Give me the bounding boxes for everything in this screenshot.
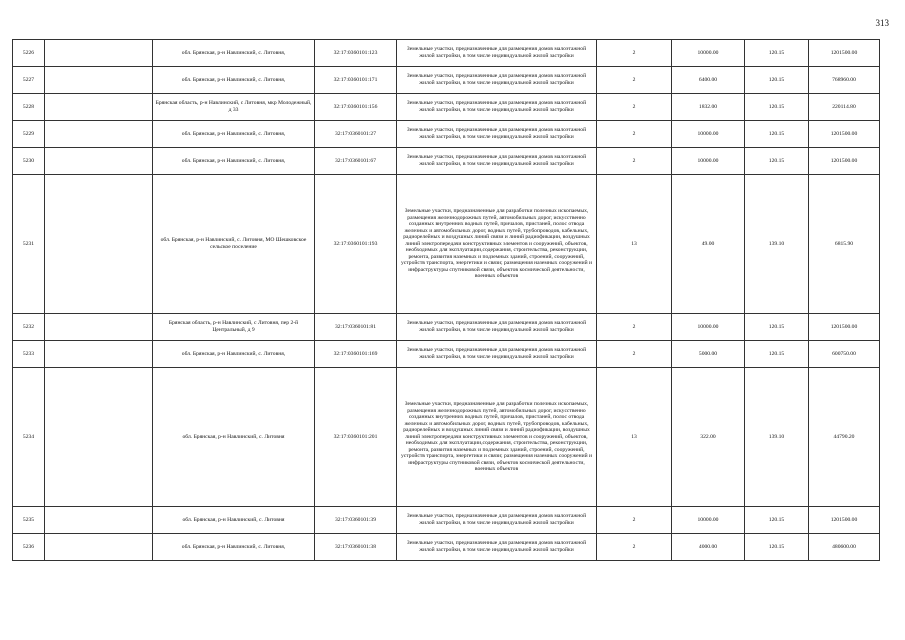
area-cell	[672, 368, 745, 507]
area-cell	[672, 314, 745, 341]
row-number	[13, 368, 45, 507]
table-row	[13, 314, 880, 341]
address-cell	[153, 121, 315, 148]
table-row	[13, 368, 880, 507]
cadastral-number-cell-text: 32:17:0360101:156	[333, 103, 378, 110]
rate-cell-text: 120.15	[768, 157, 785, 164]
rate-cell-text: 120.15	[768, 323, 785, 330]
area-cell-text: 322.00	[700, 433, 716, 440]
empty-cell	[45, 94, 153, 121]
cadastral-number-cell	[315, 40, 397, 67]
empty-cell	[45, 67, 153, 94]
address-cell-text: обл. Брянская, р-н Навлинский, с. Литовня,	[181, 350, 286, 357]
land-use-cell-text: Земельные участки, предназначенные для размещения домов малоэтажной жилой застройки, в том числе индивидуальной жилой застройки	[406, 127, 587, 140]
row-number	[13, 507, 45, 534]
cadastral-number-cell	[315, 67, 397, 94]
area-cell	[672, 121, 745, 148]
empty-cell	[45, 507, 153, 534]
empty-cell	[45, 175, 153, 314]
group-cell	[597, 40, 672, 67]
group-cell-text: 2	[632, 76, 636, 83]
cadastral-number-cell-text: 32:17:0360101:201	[333, 433, 378, 440]
row-number	[13, 121, 45, 148]
table-row	[13, 507, 880, 534]
cadastral-number-cell-text: 32:17:0360101:67	[334, 157, 377, 164]
cadastral-number-cell	[315, 341, 397, 368]
area-cell	[672, 175, 745, 314]
group-cell-text: 13	[631, 240, 637, 247]
group-cell	[597, 94, 672, 121]
row-number-text: 5233	[22, 350, 35, 357]
group-cell-text: 2	[632, 516, 636, 523]
row-number-text: 5236	[22, 543, 35, 550]
row-number	[13, 148, 45, 175]
land-use-cell	[397, 67, 597, 94]
area-cell-text: 5000.00	[698, 350, 718, 357]
address-cell	[153, 534, 315, 561]
address-cell-text: обл. Брянская, р-н Навлинский, с. Литовня,	[181, 157, 286, 164]
table-row	[13, 341, 880, 368]
group-cell-text: 13	[631, 433, 637, 440]
area-cell-text: 10000.00	[697, 323, 719, 330]
cadastral-number-cell	[315, 314, 397, 341]
row-number	[13, 40, 45, 67]
rate-cell	[745, 40, 809, 67]
row-number	[13, 534, 45, 561]
address-cell-text: обл. Брянская, р-н Навлинский, с. Литовня, МО Шешковское сельское поселение	[160, 237, 307, 250]
cadastral-number-cell-text: 32:17:0360101:123	[333, 49, 378, 56]
land-use-cell	[397, 507, 597, 534]
cadastral-number-cell	[315, 534, 397, 561]
cadastral-value-cell-text: 6815.90	[834, 240, 854, 247]
group-cell-text: 2	[632, 130, 636, 137]
cadastral-value-cell	[809, 368, 880, 507]
group-cell	[597, 368, 672, 507]
area-cell	[672, 534, 745, 561]
row-number	[13, 175, 45, 314]
area-cell-text: 4000.00	[698, 543, 718, 550]
rate-cell-text: 139.10	[768, 240, 785, 247]
table-row	[13, 67, 880, 94]
group-cell	[597, 507, 672, 534]
cadastral-number-cell-text: 32:17:0360101:193	[333, 240, 378, 247]
land-use-cell	[397, 94, 597, 121]
address-cell	[153, 148, 315, 175]
cadastral-value-cell	[809, 40, 880, 67]
rate-cell-text: 120.15	[768, 76, 785, 83]
rate-cell	[745, 67, 809, 94]
area-cell-text: 10000.00	[697, 49, 719, 56]
table-row	[13, 40, 880, 67]
land-use-cell	[397, 341, 597, 368]
rate-cell-text: 120.15	[768, 130, 785, 137]
table-row	[13, 121, 880, 148]
cadastral-number-cell	[315, 94, 397, 121]
cadastral-number-cell	[315, 175, 397, 314]
area-cell	[672, 148, 745, 175]
land-use-cell	[397, 175, 597, 314]
empty-cell	[45, 40, 153, 67]
cadastral-value-cell-text: 220114.80	[832, 103, 856, 110]
land-use-cell-text: Земельные участки, предназначенные для разработки полезных ископаемых, размещения железнодорожных путей, автомобильных дорог, искусственно созданных внутренних водных путей, причалов, пристаней, полос отвода железных и автомобильных дорог, водных путей, трубопроводов, кабельных, радиорелейных и воздушных линий связи и линий радиофикации, воздушных линий электропередачи конструктивных элементов и сооружений, объектов, необходимых для эксплуатации,содержания, строительства, реконструкции, ремонта, развития наземных и подземных зданий, строений, сооружений, устройств транспорта, энергетики и связи; размещения наземных сооружений и инфраструктуры спутниковой связи, объектов космической деятельности, военных объектов	[400, 208, 593, 280]
table-row	[13, 148, 880, 175]
cadastral-number-cell	[315, 121, 397, 148]
rate-cell-text: 139.10	[768, 433, 785, 440]
cadastral-value-cell	[809, 534, 880, 561]
area-cell-text: 6400.00	[698, 76, 718, 83]
address-cell-text: обл. Брянская, р-н Навлинский, с. Литовня	[182, 516, 285, 523]
area-cell	[672, 40, 745, 67]
row-number-text: 5231	[22, 240, 35, 247]
cadastral-number-cell-text: 32:17:0360101:81	[334, 323, 377, 330]
address-cell-text: обл. Брянская, р-н Навлинский, с. Литовня,	[181, 543, 286, 550]
area-cell-text: 10000.00	[697, 130, 719, 137]
cadastral-value-cell-text: 768960.00	[832, 76, 856, 83]
address-cell	[153, 40, 315, 67]
row-number	[13, 94, 45, 121]
cadastral-value-cell	[809, 67, 880, 94]
cadastral-number-cell-text: 32:17:0360101:171	[333, 76, 378, 83]
row-number-text: 5234	[22, 433, 35, 440]
land-use-cell-text: Земельные участки, предназначенные для размещения домов малоэтажной жилой застройки, в том числе индивидуальной жилой застройки	[406, 540, 587, 553]
rate-cell	[745, 94, 809, 121]
group-cell	[597, 534, 672, 561]
empty-cell	[45, 341, 153, 368]
address-cell	[153, 314, 315, 341]
cadastral-number-cell-text: 32:17:0360101:38	[334, 543, 377, 550]
rate-cell	[745, 148, 809, 175]
address-cell-text: обл. Брянская, р-н Навлинский, с. Литовня	[182, 433, 285, 440]
cadastral-number-cell-text: 32:17:0360101:27	[334, 130, 377, 137]
group-cell	[597, 121, 672, 148]
land-use-cell-text: Земельные участки, предназначенные для разработки полезных ископаемых, размещения железнодорожных путей, автомобильных дорог, искусственно созданных внутренних водных путей, причалов, пристаней, полос отвода железных и автомобильных дорог, водных путей, трубопроводов, кабельных, радиорелейных и воздушных линий связи и линий радиофикации, воздушных линий электропередачи конструктивных элементов и сооружений, объектов, необходимых для эксплуатации,содержания, строительства, реконструкции, ремонта, развития наземных и подземных зданий, строений, сооружений, устройств транспорта, энергетики и связи; размещения наземных сооружений и инфраструктуры спутниковой связи, объектов космической деятельности, военных объектов	[400, 401, 593, 473]
address-cell-text: Брянская область, р-н Навлинский, с Литовня, мкр Молодежный, д 33	[155, 100, 312, 113]
land-use-cell-text: Земельные участки, предназначенные для размещения домов малоэтажной жилой застройки, в том числе индивидуальной жилой застройки	[406, 100, 587, 113]
area-cell-text: 49.00	[701, 240, 715, 247]
area-cell-text: 10000.00	[697, 157, 719, 164]
area-cell-text: 1832.00	[698, 103, 718, 110]
address-cell	[153, 507, 315, 534]
cadastral-value-cell-text: 480600.00	[832, 543, 856, 550]
row-number	[13, 341, 45, 368]
land-use-cell-text: Земельные участки, предназначенные для размещения домов малоэтажной жилой застройки, в том числе индивидуальной жилой застройки	[406, 513, 587, 526]
group-cell	[597, 341, 672, 368]
group-cell-text: 2	[632, 157, 636, 164]
empty-cell	[45, 534, 153, 561]
group-cell-text: 2	[632, 49, 636, 56]
cadastral-value-cell	[809, 507, 880, 534]
cadastral-value-cell-text: 600750.00	[832, 350, 856, 357]
group-cell	[597, 175, 672, 314]
group-cell	[597, 67, 672, 94]
row-number-text: 5232	[22, 323, 35, 330]
rate-cell-text: 120.15	[768, 49, 785, 56]
land-use-cell-text: Земельные участки, предназначенные для размещения домов малоэтажной жилой застройки, в том числе индивидуальной жилой застройки	[406, 347, 587, 360]
group-cell-text: 2	[632, 323, 636, 330]
area-cell	[672, 67, 745, 94]
row-number-text: 5229	[22, 130, 35, 137]
cadastral-value-cell-text: 1201500.00	[830, 157, 858, 164]
table-row	[13, 175, 880, 314]
cadastral-number-cell	[315, 507, 397, 534]
rate-cell	[745, 368, 809, 507]
rate-cell	[745, 314, 809, 341]
row-number	[13, 67, 45, 94]
group-cell	[597, 314, 672, 341]
cadastral-value-cell-text: 44790.20	[833, 433, 855, 440]
empty-cell	[45, 121, 153, 148]
address-cell	[153, 341, 315, 368]
land-use-cell	[397, 314, 597, 341]
address-cell	[153, 94, 315, 121]
land-use-cell-text: Земельные участки, предназначенные для размещения домов малоэтажной жилой застройки, в том числе индивидуальной жилой застройки	[406, 320, 587, 333]
area-cell	[672, 94, 745, 121]
rate-cell-text: 120.15	[768, 516, 785, 523]
rate-cell	[745, 175, 809, 314]
cadastral-value-cell	[809, 341, 880, 368]
area-cell	[672, 507, 745, 534]
land-use-cell	[397, 148, 597, 175]
land-use-cell	[397, 534, 597, 561]
rate-cell	[745, 507, 809, 534]
group-cell-text: 2	[632, 543, 636, 550]
row-number-text: 5226	[22, 49, 35, 56]
land-use-cell-text: Земельные участки, предназначенные для размещения домов малоэтажной жилой застройки, в том числе индивидуальной жилой застройки	[406, 46, 587, 59]
rate-cell	[745, 341, 809, 368]
land-registry-table	[12, 39, 880, 561]
rate-cell-text: 120.15	[768, 543, 785, 550]
land-use-cell	[397, 121, 597, 148]
table-row	[13, 94, 880, 121]
group-cell	[597, 148, 672, 175]
rate-cell	[745, 121, 809, 148]
address-cell-text: обл. Брянская, р-н Навлинский, с. Литовня,	[181, 76, 286, 83]
address-cell-text: обл. Брянская, р-н Навлинский, с. Литовня,	[181, 130, 286, 137]
row-number-text: 5235	[22, 516, 35, 523]
rate-cell	[745, 534, 809, 561]
row-number	[13, 314, 45, 341]
land-use-cell	[397, 40, 597, 67]
land-use-cell-text: Земельные участки, предназначенные для размещения домов малоэтажной жилой застройки, в том числе индивидуальной жилой застройки	[406, 154, 587, 167]
address-cell	[153, 175, 315, 314]
empty-cell	[45, 148, 153, 175]
cadastral-number-cell-text: 32:17:0360101:39	[334, 516, 377, 523]
address-cell	[153, 67, 315, 94]
cadastral-value-cell	[809, 121, 880, 148]
cadastral-value-cell	[809, 175, 880, 314]
address-cell	[153, 368, 315, 507]
rate-cell-text: 120.15	[768, 350, 785, 357]
area-cell-text: 10000.00	[697, 516, 719, 523]
group-cell-text: 2	[632, 103, 636, 110]
cadastral-value-cell-text: 1201500.00	[830, 130, 858, 137]
row-number-text: 5230	[22, 157, 35, 164]
empty-cell	[45, 314, 153, 341]
address-cell-text: Брянская область, р-н Навлинский, с Литовня, пер 2-й Центральный, д 9	[168, 320, 299, 333]
cadastral-number-cell	[315, 368, 397, 507]
cadastral-number-cell-text: 32:17:0360101:169	[333, 350, 378, 357]
registry-body	[13, 40, 880, 561]
cadastral-value-cell	[809, 314, 880, 341]
land-use-cell-text: Земельные участки, предназначенные для размещения домов малоэтажной жилой застройки, в том числе индивидуальной жилой застройки	[406, 73, 587, 86]
empty-cell	[45, 368, 153, 507]
land-use-cell	[397, 368, 597, 507]
cadastral-number-cell	[315, 148, 397, 175]
cadastral-value-cell-text: 1201500.00	[830, 323, 858, 330]
row-number-text: 5227	[22, 76, 35, 83]
cadastral-value-cell	[809, 94, 880, 121]
table-row	[13, 534, 880, 561]
cadastral-value-cell-text: 1201500.00	[830, 49, 858, 56]
group-cell-text: 2	[632, 350, 636, 357]
cadastral-value-cell	[809, 148, 880, 175]
rate-cell-text: 120.15	[768, 103, 785, 110]
row-number-text: 5228	[22, 103, 35, 110]
cadastral-value-cell-text: 1201500.00	[830, 516, 858, 523]
address-cell-text: обл. Брянская, р-н Навлинский, с. Литовня,	[181, 49, 286, 56]
page-number: 313	[875, 18, 889, 28]
area-cell	[672, 341, 745, 368]
